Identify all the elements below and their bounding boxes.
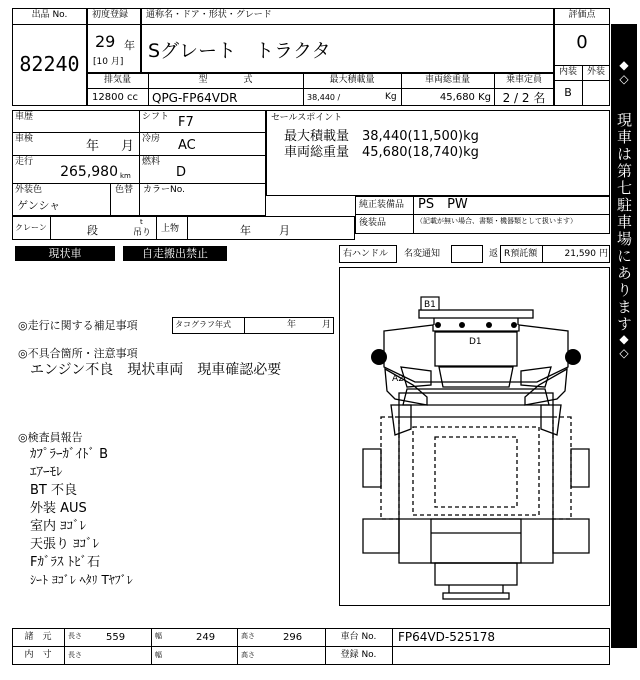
lot-number: 82240 — [19, 52, 80, 76]
length-label: 長さ — [68, 632, 82, 640]
first-reg-year: 29 — [95, 32, 116, 51]
shift-value: F7 — [178, 115, 194, 130]
fuel-value: D — [176, 165, 187, 180]
capacity-label: 乗車定員 — [505, 75, 542, 85]
max-load-label: 最大積載量 — [329, 75, 375, 85]
ac-label: 冷房 — [142, 134, 161, 144]
return-label: 返 — [489, 249, 499, 259]
fuel-label: 燃料 — [142, 157, 161, 167]
first-reg-year-unit: 年 — [124, 39, 135, 52]
banner-bottom-mark: ◆◇ — [617, 332, 631, 360]
score-label: 評価点 — [568, 10, 596, 20]
interior-length-label: 長さ — [68, 651, 82, 659]
width-label: 幅 — [155, 632, 162, 640]
tacho-label: タコグラフ年式 — [175, 320, 231, 329]
width-value: 249 — [196, 632, 216, 643]
inspector-item: Fｶﾞﾗｽ ﾄﾋﾞ石 — [30, 555, 101, 570]
steering-value: 右ハンドル — [343, 249, 389, 259]
shift-label: シフト — [142, 112, 170, 122]
crane-label: クレーン — [15, 223, 47, 232]
inspector-item: 外装 AUS — [30, 501, 87, 516]
recycle-value: 21,590 — [564, 249, 596, 259]
mileage-label: 走行 — [15, 157, 34, 167]
lot-label: 出品 No. — [31, 10, 68, 20]
genuine-equipment-value: PS PW — [418, 197, 468, 212]
color-no-label: カラーNo. — [143, 185, 185, 195]
name-change-label: 名変通知 — [404, 249, 441, 259]
truck-diagram — [339, 267, 610, 606]
interior-height-label: 高さ — [241, 651, 255, 659]
inspector-item: ｴｱｰﾓﾚ — [30, 465, 63, 480]
sales-point-line1: 最大積載量 38,440(11,500)kg — [284, 129, 479, 144]
inspector-item: ｶﾌﾟﾗｰｶﾞｲﾄﾞ B — [30, 447, 109, 462]
length-value: 559 — [106, 632, 126, 643]
sales-point-line2: 車両総重量 45,680(18,740)kg — [284, 145, 479, 160]
max-load-value: 38,440 / — [307, 93, 341, 102]
gross-weight-value: 45,680 Kg — [439, 92, 491, 103]
self-drive-ban-tag: 自走搬出禁止 — [123, 246, 227, 261]
tacho-year-unit: 年 — [287, 320, 297, 330]
interior-grade-label: 内装 — [558, 67, 577, 77]
aftermarket-note: （記載が無い場合、書類・機器類として扱います） — [416, 217, 577, 225]
mark-b1: B1 — [424, 300, 436, 310]
inspector-item: ｼｰﾄ ﾖｺﾞﾚ ﾍﾀﾘ Tﾔﾌﾞﾚ — [30, 573, 133, 587]
ext-color-value: ゲンシャ — [17, 199, 61, 212]
recycle-label: R預託額 — [504, 249, 538, 259]
interior-width-label: 幅 — [155, 651, 162, 659]
recycle-unit: 円 — [599, 249, 609, 259]
color-change-label: 色替 — [115, 185, 134, 195]
inspector-item: BT 不良 — [30, 483, 77, 498]
reg-no-label: 登録 No. — [340, 650, 377, 660]
genuine-equipment-label: 純正装備品 — [359, 200, 405, 210]
max-load-unit: Kg — [385, 92, 397, 102]
dims-label: 諸 元 — [24, 632, 52, 642]
displacement-value: 12800 cc — [92, 92, 138, 103]
name-change-box — [451, 245, 483, 263]
drive-notes-heading: ◎走行に関する補足事項 — [18, 319, 138, 332]
displacement-label: 排気量 — [103, 75, 131, 85]
as-is-tag: 現状車 — [15, 246, 115, 261]
banner-top-mark: ◆◇ — [617, 58, 631, 86]
defect-heading: ◎不具合箇所・注意事項 — [18, 347, 138, 360]
history-label: 車歴 — [15, 112, 34, 122]
crane-row — [12, 216, 355, 240]
capacity-value: 2 / 2 名 — [502, 91, 546, 105]
inspector-item: 天張り ﾖｺﾞﾚ — [30, 537, 100, 552]
interior-grade-value: B — [564, 86, 572, 99]
shaken-month-unit: 月 — [121, 139, 135, 154]
inspector-item: 室内 ﾖｺﾞﾚ — [30, 519, 87, 534]
chassis-value: FP64VD-525178 — [398, 630, 495, 644]
tacho-month-unit: 月 — [322, 320, 332, 330]
ac-value: AC — [178, 138, 196, 153]
crane-t-label: t — [140, 218, 143, 226]
sales-point-label: セールスポイント — [271, 113, 343, 123]
first-reg-month: [10 月] — [93, 57, 124, 67]
aftermarket-label: 後装品 — [359, 218, 387, 228]
mileage-value: 265,980 — [60, 164, 118, 180]
mark-d1: D1 — [469, 337, 482, 347]
crane-month-unit: 月 — [279, 224, 290, 237]
joubutsu-label: 上物 — [161, 224, 180, 234]
height-label: 高さ — [241, 632, 255, 640]
name-label: 通称名・ドア・形状・グレード — [146, 10, 272, 20]
exterior-grade-label: 外装 — [586, 67, 605, 77]
shaken-label: 車検 — [15, 134, 34, 144]
ext-color-label: 外装色 — [15, 185, 43, 195]
mileage-unit: km — [120, 172, 131, 180]
gross-weight-label: 車両総重量 — [424, 75, 470, 85]
height-value: 296 — [283, 632, 303, 643]
mark-a2: A2 — [392, 374, 404, 384]
first-reg-label: 初度登録 — [92, 10, 129, 20]
inspector-heading: ◎検査員報告 — [18, 431, 83, 444]
vehicle-name: Sグレート トラクタ — [148, 40, 331, 62]
chassis-label: 車台 No. — [340, 632, 377, 642]
score-value: 0 — [576, 32, 588, 53]
crane-dan-label: 段 — [87, 224, 98, 237]
crane-tsuri-label: 吊り — [133, 228, 152, 238]
crane-year-unit: 年 — [240, 224, 251, 237]
defect-text: エンジン不良 現状車両 現車確認必要 — [30, 362, 282, 378]
banner-text: 現車は第七駐車場にあります — [615, 112, 633, 333]
model-label: 型 式 — [198, 75, 253, 85]
interior-dims-label: 内 寸 — [24, 650, 52, 660]
model-value: QPG-FP64VDR — [152, 91, 238, 105]
shaken-year-unit: 年 — [86, 139, 100, 154]
